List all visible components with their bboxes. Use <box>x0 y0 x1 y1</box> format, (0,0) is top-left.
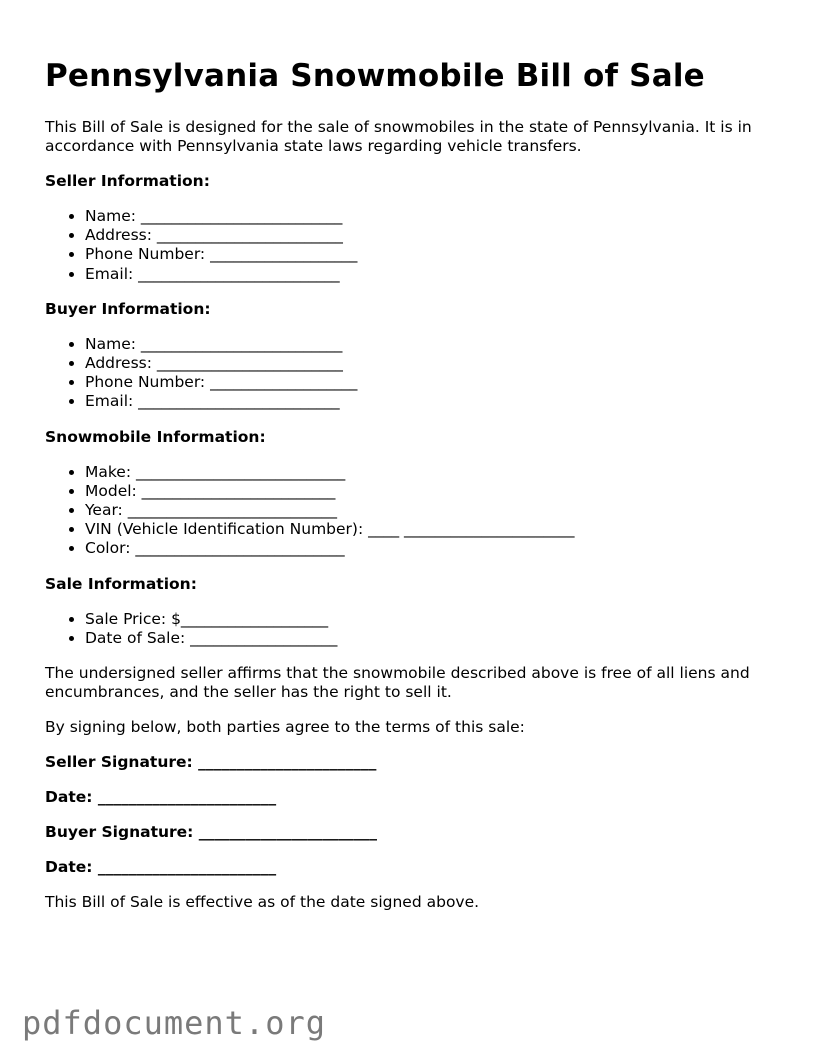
buyer-name-field: • Name: __________________________ <box>85 335 790 354</box>
seller-signature-line: Seller Signature: _______________________ <box>45 753 377 772</box>
seller-field-list <box>45 207 790 284</box>
closing-paragraph: This Bill of Sale is effective as of the date signed above. <box>45 893 480 912</box>
buyer-address-field: • Address: ________________________ <box>85 354 790 373</box>
snowmobile-field-list <box>45 463 790 559</box>
sale-section-heading: Sale Information: <box>45 574 197 593</box>
buyer-field-list <box>45 335 790 412</box>
seller-date-line: Date: _______________________ <box>45 788 277 807</box>
affirmation-paragraph: The undersigned seller affirms that the snowmobile described above is free of all liens and encumbrances, and the seller has the right to sell it. <box>45 664 750 702</box>
agreement-paragraph: By signing below, both parties agree to the terms of this sale: <box>45 718 525 737</box>
buyer-email-field: • Email: __________________________ <box>85 392 790 411</box>
buyer-signature-line: Buyer Signature: _______________________ <box>45 823 378 842</box>
snowmobile-year-field: • Year: ___________________________ <box>85 501 790 520</box>
buyer-date-line: Date: _______________________ <box>45 858 277 877</box>
snowmobile-vin-field: • VIN (Vehicle Identification Number): ____ ______________________ <box>85 520 790 539</box>
buyer-phone-field: • Phone Number: ___________________ <box>85 373 790 392</box>
sale-field-list <box>45 610 790 648</box>
snowmobile-make-field: • Make: ___________________________ <box>85 463 790 482</box>
seller-email-field: • Email: __________________________ <box>85 265 790 284</box>
seller-phone-field: • Phone Number: ___________________ <box>85 245 790 264</box>
sale-price-field: • Sale Price: $___________________ <box>85 610 790 629</box>
snowmobile-model-field: • Model: _________________________ <box>85 482 790 501</box>
document-page <box>45 56 790 912</box>
watermark-text: pdfdocument.org <box>22 1004 326 1042</box>
buyer-section-heading: Buyer Information: <box>45 299 211 318</box>
seller-name-field: • Name: __________________________ <box>85 207 790 226</box>
snowmobile-color-field: • Color: ___________________________ <box>85 539 790 558</box>
sale-date-field: • Date of Sale: ___________________ <box>85 629 790 648</box>
document-title: Pennsylvania Snowmobile Bill of Sale <box>45 58 705 94</box>
seller-address-field: • Address: ________________________ <box>85 226 790 245</box>
intro-paragraph: This Bill of Sale is designed for the sale of snowmobiles in the state of Pennsylvania. It is in accordance with Pennsylvania state laws regarding vehicle transfers. <box>45 118 752 155</box>
snowmobile-section-heading: Snowmobile Information: <box>45 427 266 446</box>
seller-section-heading: Seller Information: <box>45 172 210 190</box>
